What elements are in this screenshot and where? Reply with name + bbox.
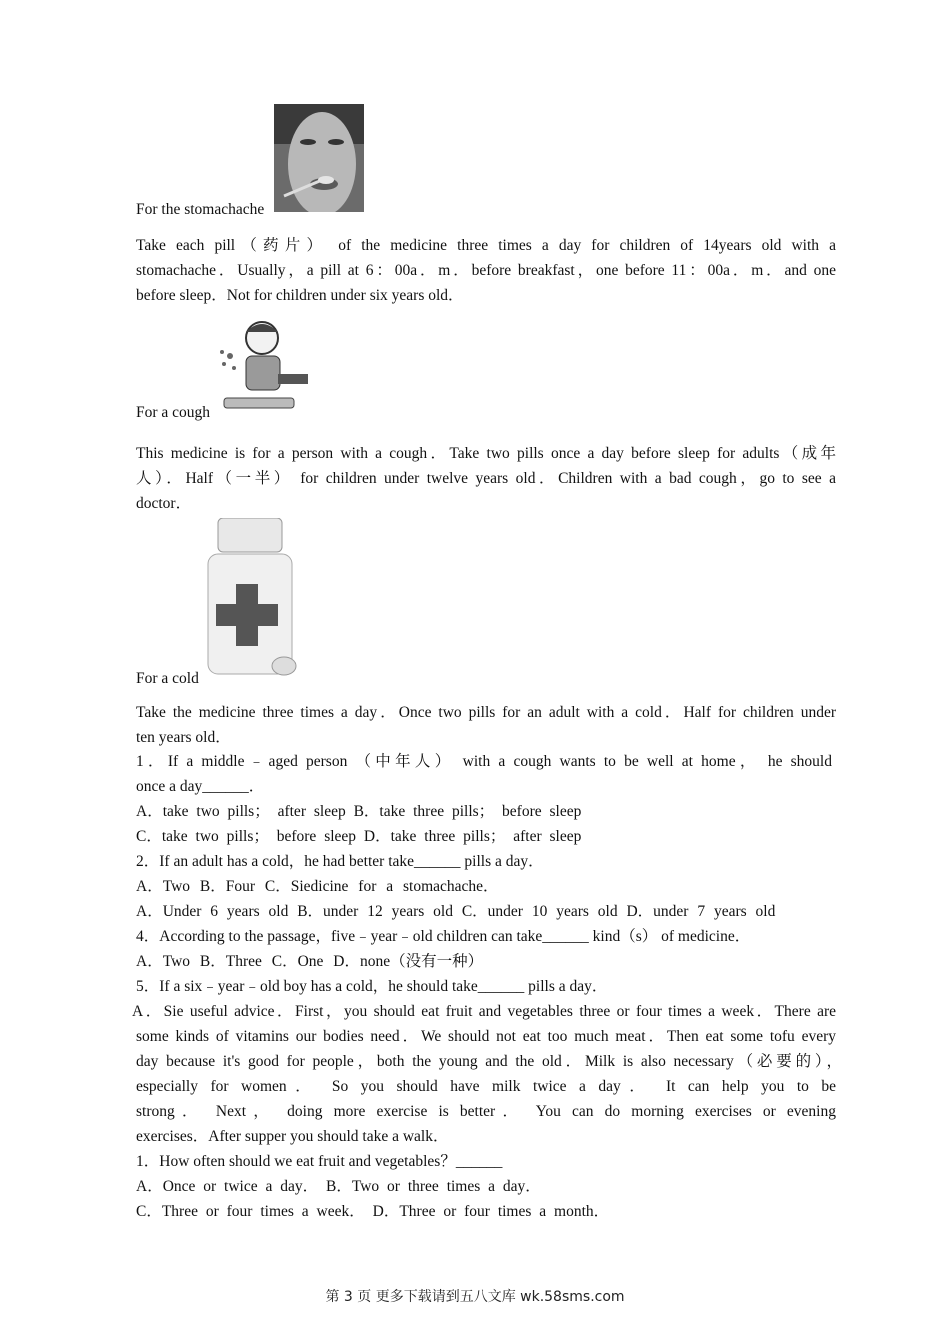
stomachache-line-2: stomachache．Usually，a pill at 6：00a．m．before breakfast，one before 11：00a．m．and one <box>136 262 836 279</box>
cough-line-2: 人）．Half（一半） for children under twelve years old．Children with a bad cough，go to see a <box>136 470 836 487</box>
question-3-options: A．Under 6 years old B．under 12 years old C．under 10 years old D．under 7 years old <box>136 903 776 920</box>
passage-line-1: A．Sie useful advice．First，you should eat fruit and vegetables three or four times a week．There are <box>132 1003 836 1020</box>
cough-title: For a cough <box>136 404 211 421</box>
question-1-stem-cont: once a day______． <box>136 778 265 795</box>
passage-line-2: some kinds of vitamins our bodies need．We should not eat too much meat．Then eat some tofu every <box>136 1028 836 1045</box>
passage-line-3: day because it's good for people，both the young and the old．Milk is also necessary（必要的）， <box>136 1053 842 1070</box>
passage-question-1-options-cd: C．Three or four times a week． D．Three or four times a month． <box>136 1203 610 1220</box>
page-footer: 第 3 页 更多下载请到五八文库 wk.58sms.com <box>325 1289 625 1305</box>
question-1-options-cd: C．take two pills； before sleep D．take three pills； after sleep <box>136 828 582 845</box>
stomachache-line-3: before sleep．Not for children under six years old． <box>136 287 464 304</box>
question-4-options: A．Two B．Three C．One D．none（没有一种） <box>136 953 484 970</box>
question-1-stem: 1．If a middle﹣aged person （中年人） with a cough wants to be well at home， he should <box>136 753 832 770</box>
question-2-options: A．Two B．Four C．Siedicine for a stomachache． <box>136 878 499 895</box>
question-1-options-ab: A．take two pills； after sleep B．take three pills； before sleep <box>136 803 582 820</box>
question-5-stem: 5．If a six﹣year﹣old boy has a cold，he should take______ pills a day． <box>136 978 608 995</box>
stomachache-line-1: Take each pill（药片） of the medicine three times a day for children of 14years old with a <box>136 237 836 254</box>
question-2-stem: 2．If an adult has a cold，he had better take______ pills a day． <box>136 853 544 870</box>
passage-line-5: strong． Next， doing more exercise is better． You can do morning exercises or evening <box>136 1103 836 1120</box>
cough-line-1: This medicine is for a person with a cough．Take two pills once a day before sleep for adults（成年 <box>136 445 836 462</box>
passage-question-1-options-ab: A．Once or twice a day． B．Two or three times a day． <box>136 1178 541 1195</box>
passage-line-6: exercises．After supper you should take a walk． <box>136 1128 449 1145</box>
cold-title: For a cold <box>136 670 199 687</box>
cold-line-2: ten years old． <box>136 729 231 746</box>
passage-question-1: 1．How often should we eat fruit and vegetables？______ <box>136 1153 503 1170</box>
stomachache-title: For the stomachache <box>136 201 265 218</box>
coughing-boy-image <box>216 316 312 416</box>
cough-line-3: doctor． <box>136 495 192 512</box>
passage-line-4: especially for women． So you should have milk twice a day． It can help you to be <box>136 1078 836 1095</box>
question-4-stem: 4．According to the passage，five﹣year﹣old children can take______ kind（s） of medicine． <box>136 928 751 945</box>
woman-spoon-image <box>274 104 364 212</box>
medicine-bottle-image <box>204 518 298 680</box>
cold-line-1: Take the medicine three times a day．Once two pills for an adult with a cold．Half for children under <box>136 704 836 721</box>
